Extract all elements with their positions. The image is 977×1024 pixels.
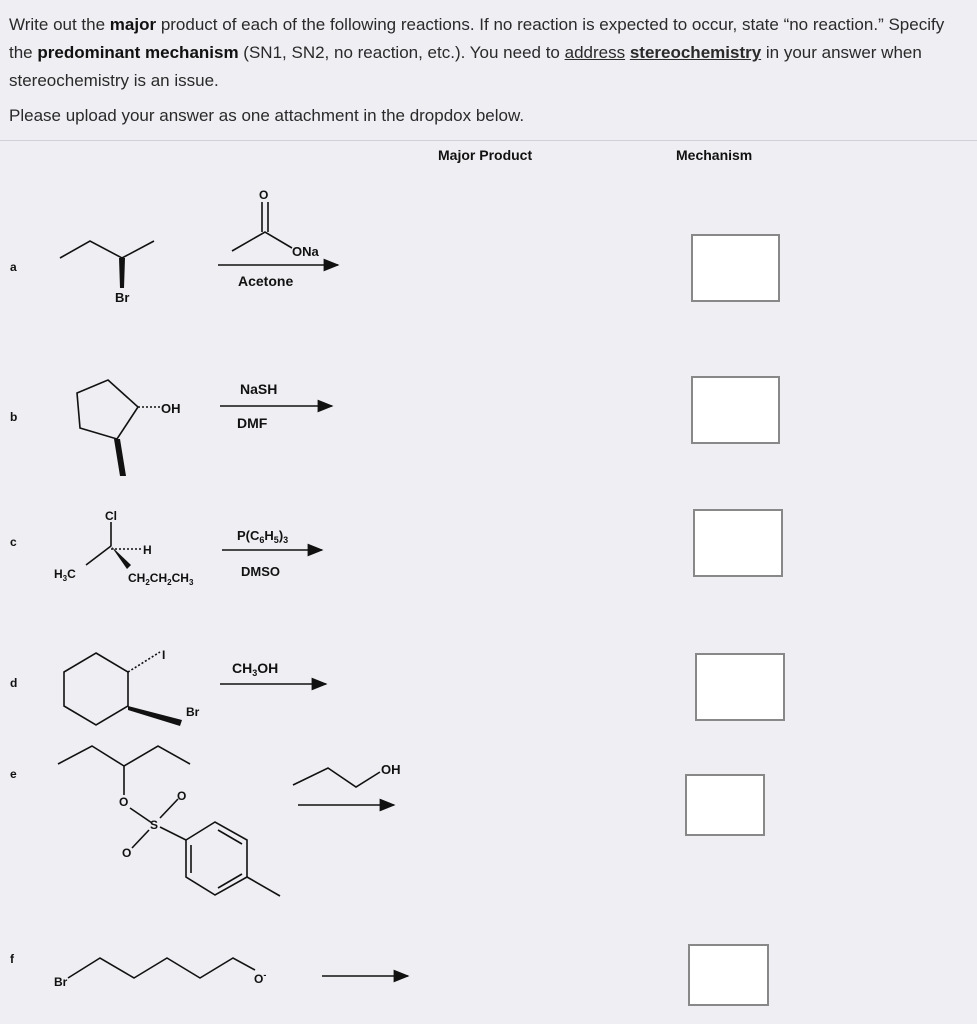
label-a-ona: ONa	[292, 244, 319, 259]
label-d-solvent: $CH_3OH$	[232, 660, 279, 678]
label-e-oh: OH	[381, 762, 401, 777]
label-c-chain: $CH_2CH_2CH_3$	[128, 571, 194, 587]
structure-a-substrate	[60, 241, 154, 288]
label-a-br: Br	[115, 290, 130, 305]
column-header-product: Major Product	[438, 147, 533, 163]
row-label-b: b	[10, 410, 18, 424]
structure-a-reagent	[232, 202, 292, 251]
label-b-reagent: NaSH	[240, 381, 278, 397]
structure-b-substrate	[77, 380, 160, 476]
structure-c-substrate	[86, 522, 141, 569]
label-b-oh: OH	[161, 401, 181, 416]
label-c-reagent: $P(C_6H_5)_3$	[237, 528, 289, 545]
label-c-h: H	[143, 543, 152, 557]
row-label-a: a	[10, 260, 17, 274]
label-c-solvent: DMSO	[241, 564, 280, 579]
label-f-br: Br	[54, 975, 68, 989]
row-label-f: f	[10, 952, 14, 966]
structure-e-nucleophile	[293, 768, 380, 787]
label-e-o1: O	[119, 795, 129, 809]
label-e-o2: O	[177, 789, 187, 803]
label-d-br: Br	[186, 705, 200, 719]
label-e-s: S	[150, 818, 159, 832]
label-b-solvent: DMF	[237, 415, 268, 431]
row-label-e: e	[10, 767, 17, 781]
column-header-mechanism: Mechanism	[676, 147, 753, 163]
label-c-me: $H_3C$	[54, 567, 76, 583]
row-label-c: c	[10, 535, 17, 549]
label-f-o: O-	[254, 970, 267, 986]
structure-d-substrate	[64, 652, 182, 726]
label-c-cl: Cl	[105, 509, 117, 523]
label-e-o3: O	[122, 846, 132, 860]
row-label-d: d	[10, 676, 18, 690]
label-d-i: I	[162, 648, 166, 662]
upload-instructions: Please upload your answer as one attachment in the dropdox below.	[9, 106, 525, 125]
label-a-solvent: Acetone	[238, 273, 294, 289]
instructions-text: Write out the major product of each of the following reactions. If no reaction is expected to occur, state “no reaction.” Specify the predominant mechanism (SN1, SN2, no reaction, etc.). You need to address stereochemistry in your answer when stereochemistry is an issue.	[9, 15, 945, 90]
structure-e-substrate	[58, 746, 280, 896]
structure-f-substrate	[68, 958, 255, 978]
label-a-o: O	[259, 188, 269, 202]
